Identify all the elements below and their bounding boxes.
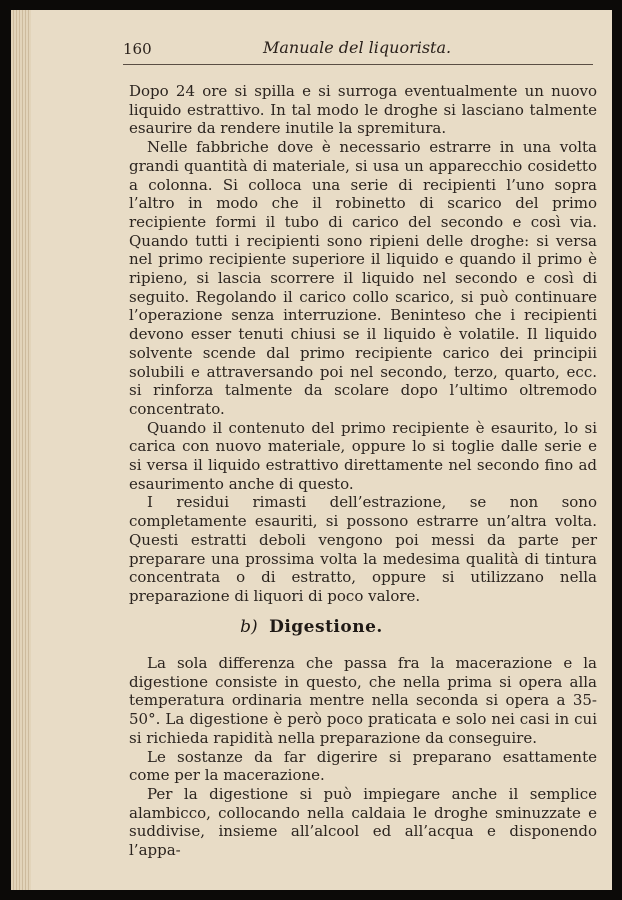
section-letter: b) [240,617,258,637]
paragraph: Quando il contenuto del primo recipiente è esaurito, lo si carica con nuovo materiale, oppure lo si toglie dalle serie e si versa il liquido estrattivo direttamente nel secondo fino ad esaurimento anche di questo. [129,418,597,493]
paragraph: I residui rimasti dell’estrazione, se non sono completamente esauriti, si possono estrarre un’altra volta. Questi estratti deboli vengono poi messi da parte per preparare una prossima volta la medesima qualità di tintura concentrata o di estratto, oppure si utilizzano nella preparazione di liquori di poco valore. [129,493,597,605]
section-heading [11,617,612,637]
paragraph: Dopo 24 ore si spilla e si surroga eventualmente un nuovo liquido estrattivo. In tal modo le droghe si lasciano talmente esaurire da rendere inutile la spremitura. [129,82,597,138]
text-block-digestion [129,654,597,860]
paragraph: La sola differenza che passa fra la macerazione e la digestione consiste in questo, che nella prima si opera alla temperatura ordinaria mentre nella seconda si opera a 35-50°. La digestione è però poco praticata e solo nei casi in cui si richieda rapidità nella preparazione da conseguire. [129,654,597,747]
paragraph: Per la digestione si può impiegare anche il semplice alambicco, collocando nella caldaia le droghe sminuzzate e suddivise, insieme all’alcool ed all’acqua e disponendo l’appa- [129,784,597,860]
header-rule [123,64,593,65]
paragraph: Le sostanze da far digerire si preparano esattamente come per la macerazione. [129,747,597,785]
page-number: 160 [123,40,152,58]
page-edges [11,10,31,890]
section-title: Digestione. [269,617,383,637]
text-block-maceration [129,82,597,606]
book-page [11,10,612,890]
paragraph: Nelle fabbriche dove è necessario estrarre in una volta grandi quantità di materiale, si usa un apparecchio cosidetto a colonna. Si colloca una serie di recipienti l’uno sopra l’altro in modo che il robinetto di scarico del primo recipiente formi il tubo di carico del secondo e così via. Quando tutti i recipienti sono ripieni delle droghe: si versa nel primo recipiente superiore il liquido e quando il primo è ripieno, si lascia scorrere il liquido nel secondo e così di seguito. Regolando il carico collo scarico, si può continuare l’operazione senza interruzione. Beninteso che i recipienti devono esser tenuti chiusi se il liquido è volatile. Il liquido solvente scende dal primo recipiente carico dei principii solubili e attraversando poi nel secondo, terzo, quarto, ecc. si rinforza talmente da scolare dopo l’ultimo oltremodo concentrato. [129,138,597,418]
running-header [11,10,612,70]
running-title: Manuale del liquorista. [263,38,452,57]
